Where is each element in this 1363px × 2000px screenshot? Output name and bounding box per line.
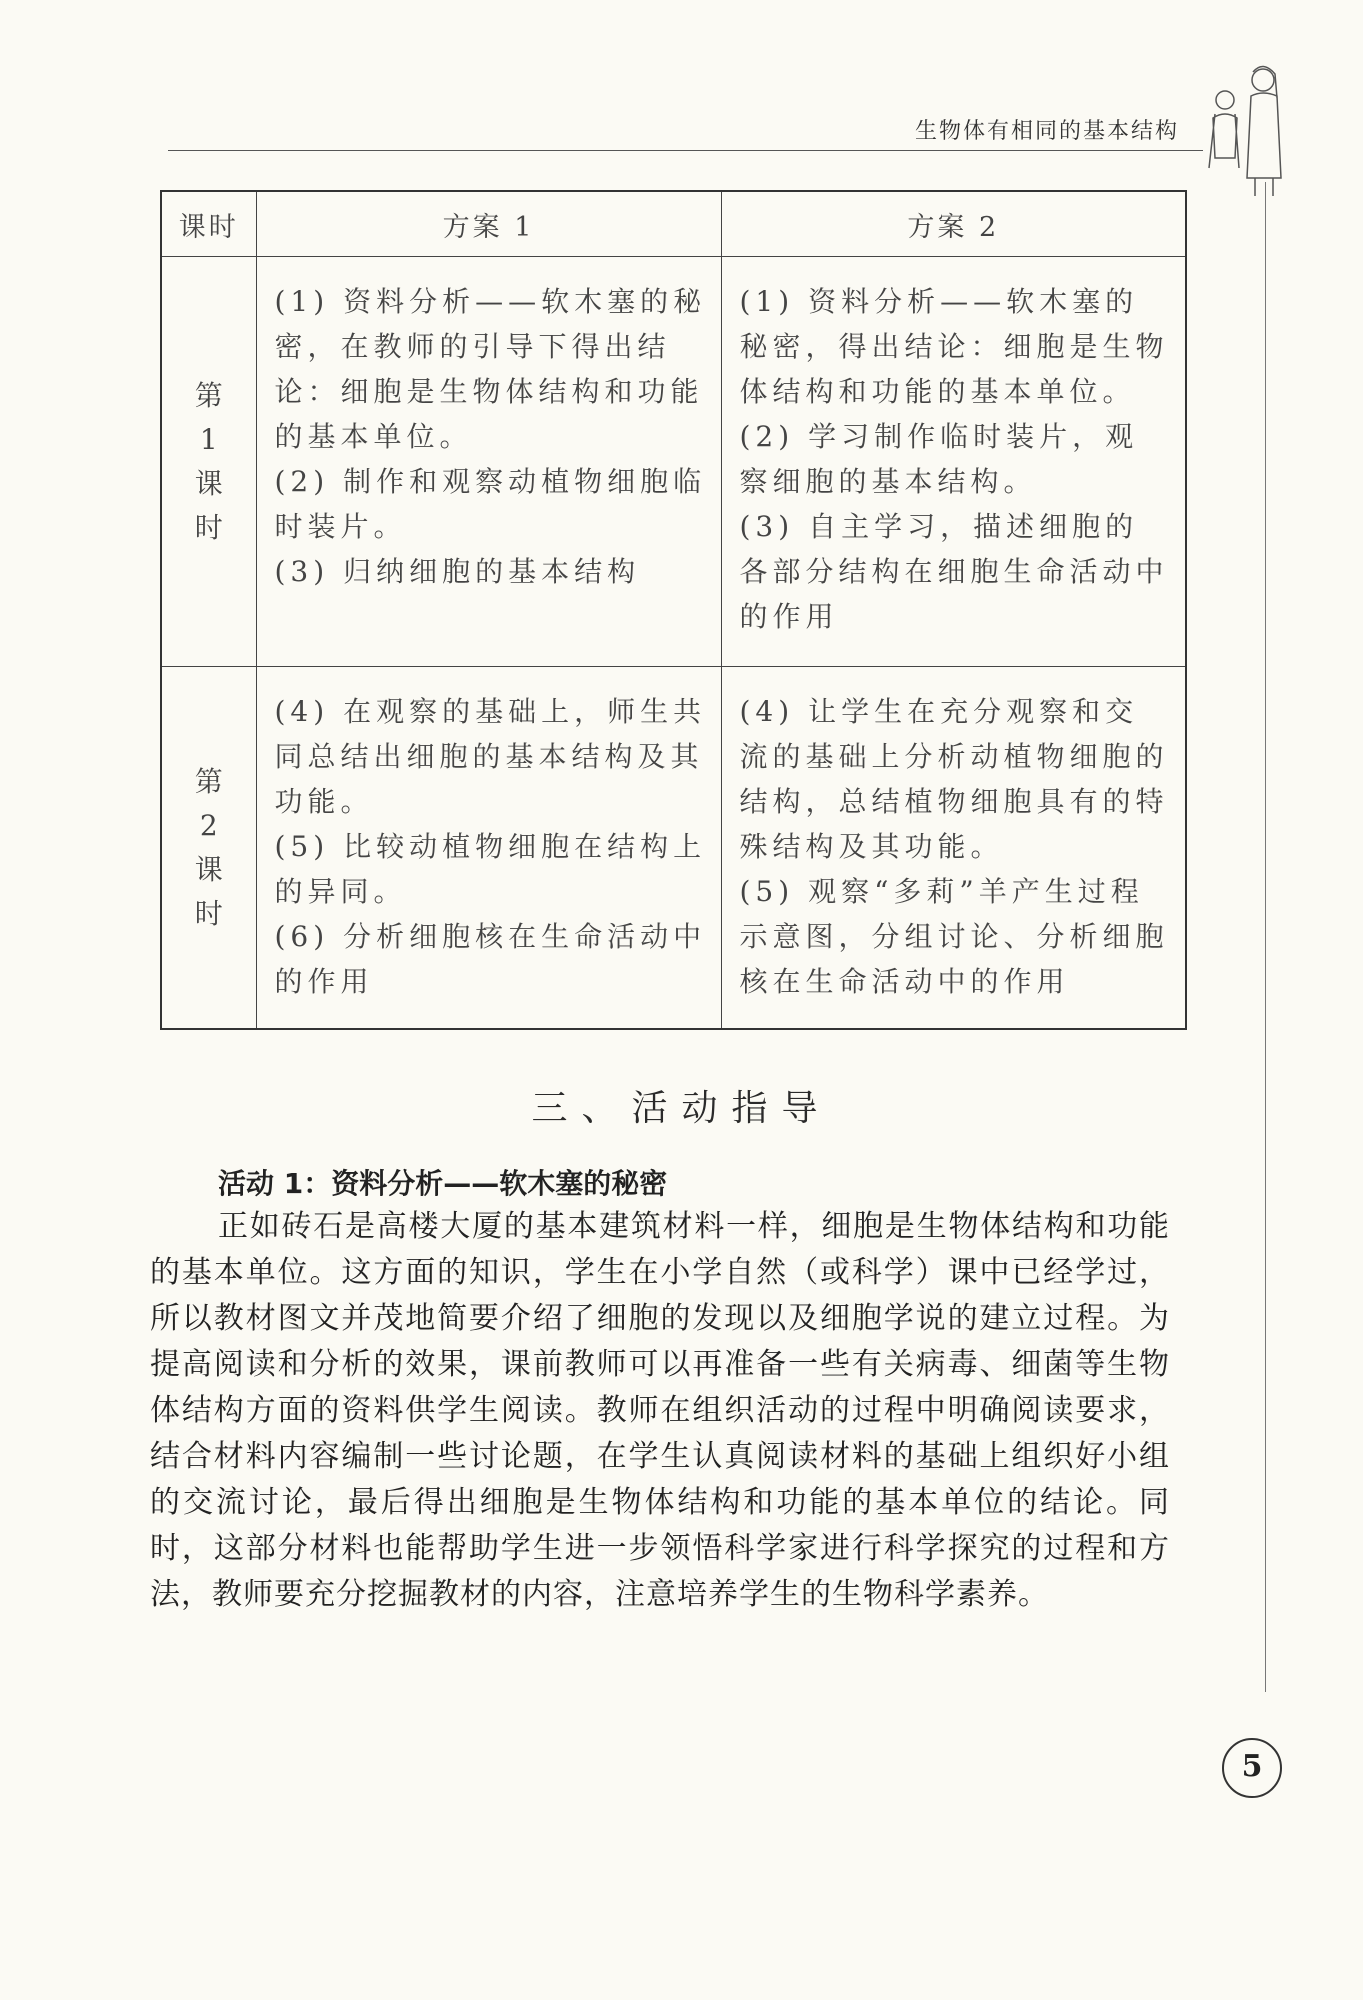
page-number: 5 <box>1222 1738 1282 1798</box>
table-header-row <box>161 191 1186 257</box>
plan-2-cell <box>721 257 1186 667</box>
plan-item: (1) 资料分析——软木塞的秘密，得出结论：细胞是生物体结构和功能的基本单位。 <box>739 285 1169 408</box>
lesson-char: 课 <box>194 852 223 886</box>
plan-item: (3) 自主学习，描述细胞的各部分结构在细胞生命活动中的作用 <box>739 510 1169 633</box>
lesson-label <box>161 667 256 1030</box>
header-plan-2: 方案 2 <box>721 191 1186 257</box>
lesson-char: 第 <box>194 378 223 412</box>
plan-item: (5) 比较动植物细胞在结构上的异同。 <box>274 830 707 908</box>
header-rule <box>168 150 1203 151</box>
plan-item: (5) 观察“多莉”羊产生过程示意图，分组讨论、分析细胞核在生命活动中的作用 <box>739 875 1169 998</box>
plan-1-cell <box>256 257 721 667</box>
lesson-plan-table <box>160 190 1187 1030</box>
running-header: 生物体有相同的基本结构 <box>915 119 1180 144</box>
people-illustration <box>1195 58 1295 198</box>
lesson-char: 1 <box>199 422 218 456</box>
plan-item: (2) 学习制作临时装片，观察细胞的基本结构。 <box>739 420 1139 498</box>
plan-item: (4) 在观察的基础上，师生共同总结出细胞的基本结构及其功能。 <box>274 695 707 818</box>
table-row <box>161 257 1186 667</box>
plan-1-cell <box>256 667 721 1030</box>
plan-2-cell <box>721 667 1186 1030</box>
lesson-char: 时 <box>194 510 223 544</box>
lesson-label <box>161 257 256 667</box>
margin-rule <box>1265 182 1266 1692</box>
plan-item: (3) 归纳细胞的基本结构 <box>274 555 641 588</box>
table-row <box>161 667 1186 1030</box>
lesson-char: 时 <box>194 896 223 930</box>
plan-item: (2) 制作和观察动植物细胞临时装片。 <box>274 465 707 543</box>
lesson-char: 第 <box>194 764 223 798</box>
section-title: 三、活动指导 <box>531 1088 832 1129</box>
header-lesson: 课时 <box>161 191 256 257</box>
activity-title: 活动 1：资料分析——软木塞的秘密 <box>218 1167 668 1200</box>
header-plan-1: 方案 1 <box>256 191 721 257</box>
plan-item: (1) 资料分析——软木塞的秘密，在教师的引导下得出结论：细胞是生物体结构和功能的基本单位。 <box>274 285 707 453</box>
plan-item: (4) 让学生在充分观察和交流的基础上分析动植物细胞的结构，总结植物细胞具有的特殊结构及其功能。 <box>739 695 1169 863</box>
lesson-char: 2 <box>199 808 218 842</box>
plan-item: (6) 分析细胞核在生命活动中的作用 <box>274 920 707 998</box>
activity-body: 正如砖石是高楼大厦的基本建筑材料一样，细胞是生物体结构和功能的基本单位。这方面的知识，学生在小学自然（或科学）课中已经学过，所以教材图文并茂地简要介绍了细胞的发现以及细胞学说的建立过程。为提高阅读和分析的效果，课前教师可以再准备一些有关病毒、细菌等生物体结构方面的资料供学生阅读。教师在组织活动的过程中明确阅读要求，结合材料内容编制一些讨论题，在学生认真阅读材料的基础上组织好小组的交流讨论，最后得出细胞是生物体结构和功能的基本单位的结论。同时，这部分材料也能帮助学生进一步领悟科学家进行科学探究的过程和方法，教师要充分挖掘教材的内容，注意培养学生的生物科学素养。 <box>150 1209 1170 1612</box>
lesson-char: 课 <box>194 466 223 500</box>
